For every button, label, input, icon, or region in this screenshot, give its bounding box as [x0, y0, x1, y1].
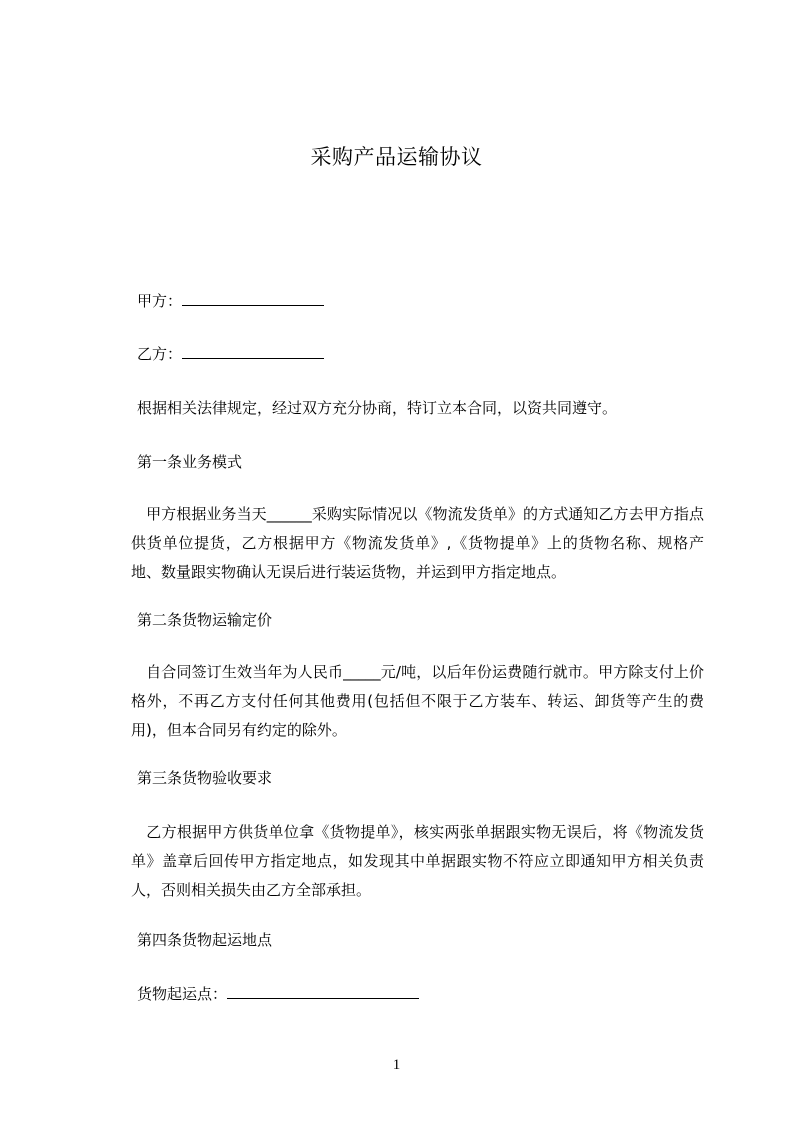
article1-heading: 第一条业务模式 — [137, 453, 243, 471]
party-a-label: 甲方： — [137, 292, 183, 310]
article1-body: 甲方根据业务当天______采购实际情况以《物流发货单》的方式通知乙方去甲方指点供货单位提货，乙方根据甲方《物流发货单》,《货物提单》上的货物名称、规格产地、数量跟实物确认无误后进行装运货物，并运到甲方指定地点。 — [131, 505, 704, 581]
origin-label: 货物起运点： — [137, 985, 228, 1003]
article3-heading: 第三条货物验收要求 — [137, 769, 273, 787]
origin-line — [137, 984, 419, 1004]
party-b-label: 乙方： — [137, 345, 183, 363]
party-b-line — [137, 344, 324, 364]
origin-blank — [227, 984, 419, 999]
document-title: 采购产品运输协议 — [310, 145, 483, 169]
party-a-line — [137, 291, 324, 311]
party-b-blank — [182, 344, 324, 359]
page-number: 1 — [392, 1057, 401, 1073]
preamble-text: 根据相关法律规定，经过双方充分协商，特订立本合同，以资共同遵守。 — [137, 399, 618, 417]
article3-body: 乙方根据甲方供货单位拿《货物提单》，核实两张单据跟实物无误后，将《物流发货单》盖章后回传甲方指定地点，如发现其中单据跟实物不符应立即通知甲方相关负责人，否则相关损失由乙方全部承担。 — [131, 823, 704, 899]
party-a-blank — [182, 291, 324, 306]
article2-heading: 第二条货物运输定价 — [137, 611, 273, 629]
article2-body: 自合同签订生效当年为人民币_____元/吨，以后年份运费随行就市。甲方除支付上价格外，不再乙方支付任何其他费用(包括但不限于乙方装车、转运、卸货等产生的费用)，但本合同另有约定的除外。 — [131, 663, 704, 739]
article4-heading: 第四条货物起运地点 — [137, 931, 273, 949]
